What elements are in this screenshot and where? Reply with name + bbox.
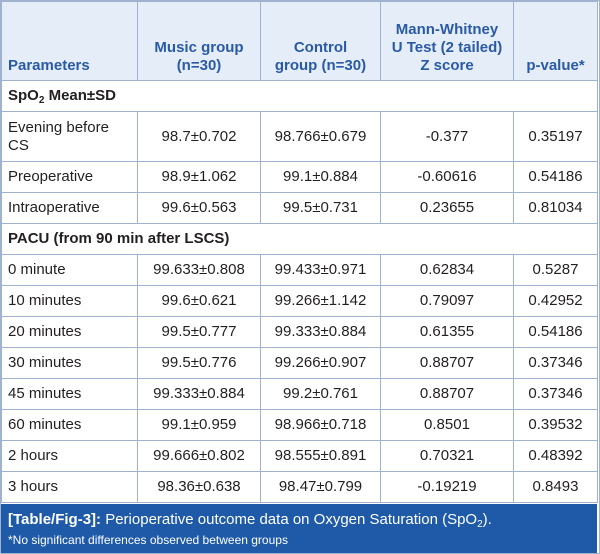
section-row-pacu bbox=[2, 224, 598, 255]
table-row bbox=[2, 410, 598, 441]
z-score: -0.19219 bbox=[381, 472, 514, 503]
p-value: 0.81034 bbox=[514, 193, 598, 224]
control-value: 99.1±0.884 bbox=[261, 162, 381, 193]
control-value: 99.2±0.761 bbox=[261, 379, 381, 410]
row-label: Evening before CS bbox=[2, 112, 138, 162]
music-value: 98.9±1.062 bbox=[138, 162, 261, 193]
caption-footnote: *No significant differences observed between groups bbox=[8, 533, 288, 547]
z-score: -0.377 bbox=[381, 112, 514, 162]
music-value: 99.6±0.563 bbox=[138, 193, 261, 224]
row-label: Preoperative bbox=[2, 162, 138, 193]
p-value: 0.54186 bbox=[514, 162, 598, 193]
row-label: 60 minutes bbox=[2, 410, 138, 441]
music-value: 99.1±0.959 bbox=[138, 410, 261, 441]
table-row bbox=[2, 348, 598, 379]
caption-label: [Table/Fig-3]: bbox=[8, 511, 102, 528]
row-label: 45 minutes bbox=[2, 379, 138, 410]
row-label: 20 minutes bbox=[2, 317, 138, 348]
control-value: 99.266±0.907 bbox=[261, 348, 381, 379]
p-value: 0.42952 bbox=[514, 286, 598, 317]
section-title-pacu: PACU (from 90 min after LSCS) bbox=[2, 224, 598, 255]
control-value: 98.555±0.891 bbox=[261, 441, 381, 472]
section-title-spo2: SpO$_2$ Mean±SD bbox=[2, 81, 598, 112]
z-score: 0.70321 bbox=[381, 441, 514, 472]
table-row bbox=[2, 112, 598, 162]
control-value: 98.47±0.799 bbox=[261, 472, 381, 503]
header-control-group: Control group (n=30) bbox=[261, 2, 381, 81]
z-score: 0.79097 bbox=[381, 286, 514, 317]
z-score: 0.62834 bbox=[381, 255, 514, 286]
z-score: -0.60616 bbox=[381, 162, 514, 193]
section-row-spo2 bbox=[2, 81, 598, 112]
header-mann-whitney: Mann-Whitney U Test (2 tailed) Z score bbox=[381, 2, 514, 81]
caption-title: [Table/Fig-3]: Perioperative outcome data on Oxygen Saturation (SpO$_2$). bbox=[8, 511, 492, 530]
music-value: 98.7±0.702 bbox=[138, 112, 261, 162]
header-music-group: Music group (n=30) bbox=[138, 2, 261, 81]
music-value: 99.333±0.884 bbox=[138, 379, 261, 410]
table-row bbox=[2, 162, 598, 193]
music-value: 99.5±0.776 bbox=[138, 348, 261, 379]
music-value: 99.5±0.777 bbox=[138, 317, 261, 348]
control-value: 98.966±0.718 bbox=[261, 410, 381, 441]
row-label: 30 minutes bbox=[2, 348, 138, 379]
control-value: 99.333±0.884 bbox=[261, 317, 381, 348]
table-row bbox=[2, 317, 598, 348]
z-score: 0.88707 bbox=[381, 348, 514, 379]
table-row bbox=[2, 472, 598, 503]
table-row bbox=[2, 286, 598, 317]
p-value: 0.37346 bbox=[514, 379, 598, 410]
p-value: 0.54186 bbox=[514, 317, 598, 348]
header-parameters: Parameters bbox=[2, 2, 138, 81]
p-value: 0.37346 bbox=[514, 348, 598, 379]
control-value: 99.5±0.731 bbox=[261, 193, 381, 224]
table-caption bbox=[1, 504, 597, 553]
z-score: 0.88707 bbox=[381, 379, 514, 410]
table-header-row bbox=[2, 2, 598, 81]
p-value: 0.48392 bbox=[514, 441, 598, 472]
z-score: 0.8501 bbox=[381, 410, 514, 441]
control-value: 99.433±0.971 bbox=[261, 255, 381, 286]
control-value: 98.766±0.679 bbox=[261, 112, 381, 162]
control-value: 99.266±1.142 bbox=[261, 286, 381, 317]
table-row bbox=[2, 193, 598, 224]
spo2-outcome-table bbox=[1, 1, 598, 503]
row-label: 10 minutes bbox=[2, 286, 138, 317]
music-value: 99.633±0.808 bbox=[138, 255, 261, 286]
row-label: 0 minute bbox=[2, 255, 138, 286]
header-p-value: p-value* bbox=[514, 2, 598, 81]
row-label: 2 hours bbox=[2, 441, 138, 472]
p-value: 0.35197 bbox=[514, 112, 598, 162]
table-row bbox=[2, 255, 598, 286]
z-score: 0.61355 bbox=[381, 317, 514, 348]
table-row bbox=[2, 379, 598, 410]
row-label: 3 hours bbox=[2, 472, 138, 503]
z-score: 0.23655 bbox=[381, 193, 514, 224]
p-value: 0.8493 bbox=[514, 472, 598, 503]
music-value: 98.36±0.638 bbox=[138, 472, 261, 503]
music-value: 99.666±0.802 bbox=[138, 441, 261, 472]
table-row bbox=[2, 441, 598, 472]
row-label: Intraoperative bbox=[2, 193, 138, 224]
p-value: 0.39532 bbox=[514, 410, 598, 441]
p-value: 0.5287 bbox=[514, 255, 598, 286]
music-value: 99.6±0.621 bbox=[138, 286, 261, 317]
